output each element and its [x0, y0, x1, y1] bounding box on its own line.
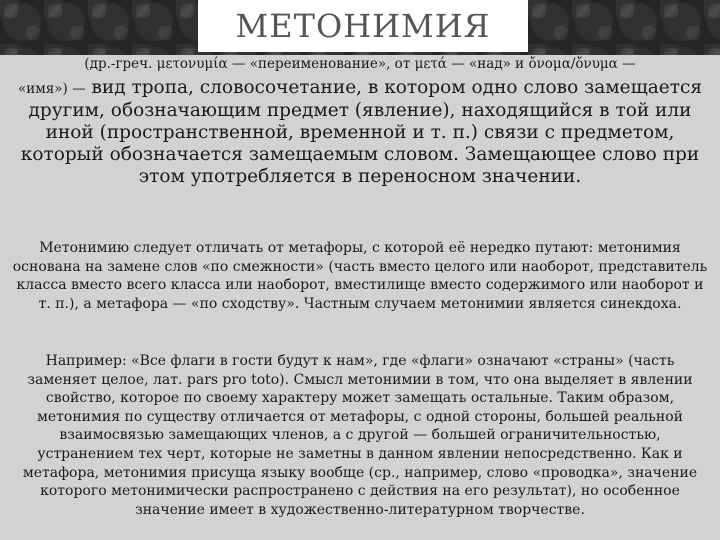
content-panel	[0, 55, 720, 540]
definition-paragraph	[10, 77, 710, 188]
definition-text: вид тропа, словосочетание, в котором одно слово замещается другим, обозначающим предмет (явление), находящийся в той или иной (пространственной, временной и т. п.) связи с предметом, который обозначается замещаемым словом. Замещающее слово при этом употребляется в переносном значении.	[20, 77, 703, 187]
title-box	[198, 0, 528, 52]
metaphor-comparison-paragraph: Метонимию следует отличать от метафоры, с которой её нередко путают: метонимия основана на замене слов «по смежности» (часть вместо целого или наоборот, представитель класса вместо всего класса или наоборот, вместилище вместо содержимого или наоборот и т. п.), а метафора — «по сходству». Частным случаем метонимии является синекдоха.	[12, 240, 708, 312]
etymology-text: (др.-греч. μετονυμία — «переименование», от μετά — «над» и ὄνομα/ὄνυμα —	[84, 56, 636, 72]
page-title: МЕТОНИМИЯ	[235, 7, 491, 45]
etymology-tail: «имя») —	[17, 81, 86, 97]
example-paragraph: Например: «Все флаги в гости будут к нам», где «флаги» означают «страны» (часть заменяет целое, лат. pars pro toto). Смысл метонимии в том, что она выделяет в явлении свойство, которое по своему характеру может замещать остальные. Таким образом, метонимия по существу отличается от метафоры, с одной стороны, большей реальной взаимосвязью замещающих членов, а с другой — большей ограничительностью, устранением тех черт, которые не заметны в данном явлении непосредственно. Как и метафора, метонимия присуща языку вообще (ср., например, слово «проводка», значение которого метонимически распространено с действия на его результат), но особенное значение имеет в художественно-литературном творчестве.	[22, 353, 698, 518]
